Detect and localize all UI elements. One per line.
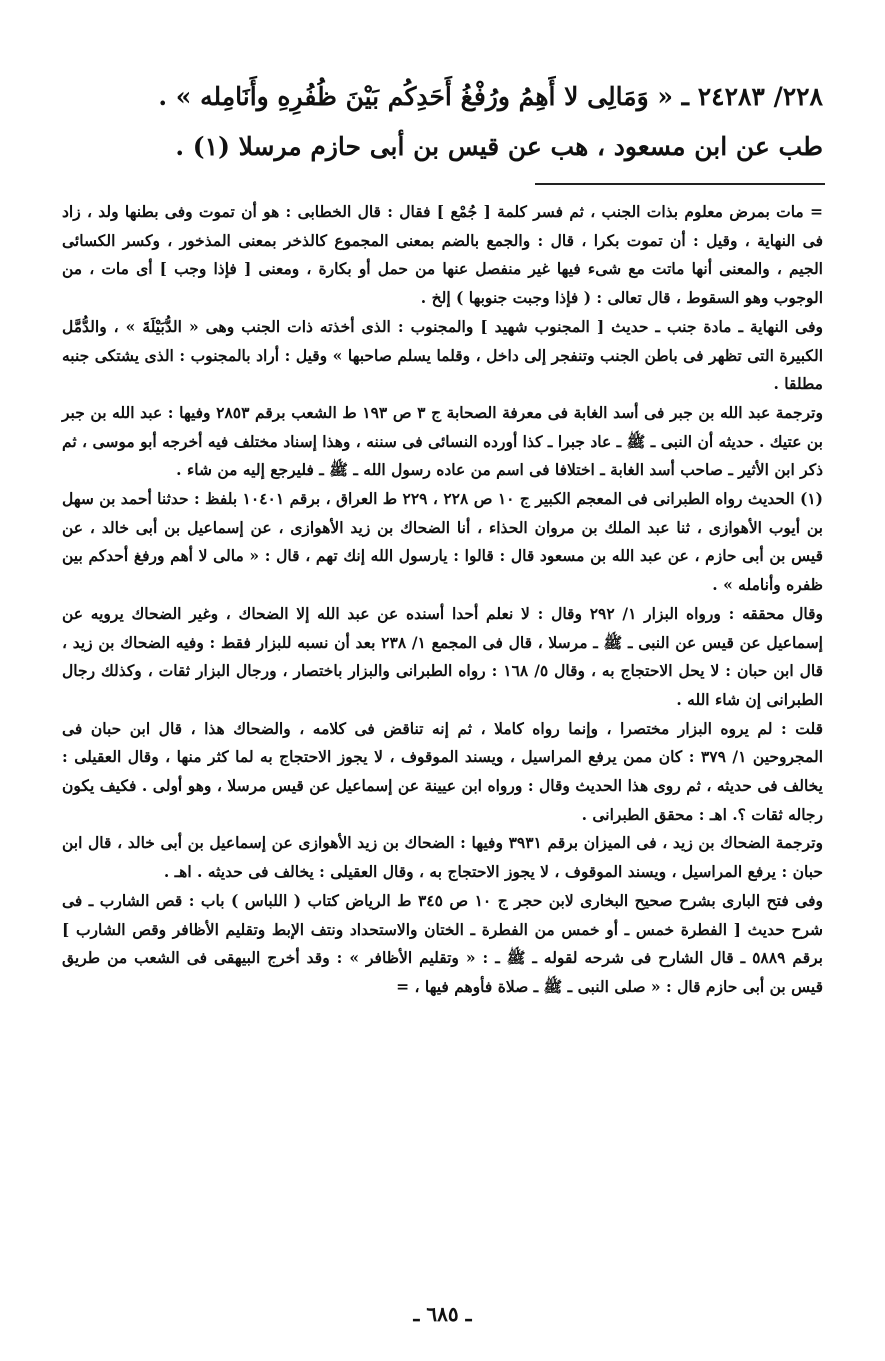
hadith-source: طب عن ابن مسعود ، هب عن قيس بن أبى حازم مرسلا (١) .	[175, 132, 823, 161]
note-paragraph: = مات بمرض معلوم بذات الجنب ، ثم فسر كلمة [ جُمْع ] فقال : قال الخطابى : هو أن تموت وفى بطنها ولد ، زاد فى النهاية ، وقيل : أن تموت بكرا ، قال : والجمع بالضم بمعنى المجموع كالذخر بمعنى المذخور ، وكسر الكسائى الجيم ، والمعنى أنها ماتت مع شىء فيها غير منفصل عنها من حمل أو بكارة ، ومعنى [ فإذا وجب ] أى مات ، من الوجوب وهو السقوط ، قال تعالى : ( فإذا وجبت جنوبها ) إلخ .	[62, 202, 823, 308]
hadith-text: ٢٢٨/ ٢٤٢٨٣ ـ « وَمَالِى لا أَهِمُ ورُفْغُ أَحَدِكُم بَيْنَ ظُفُرِهِ وأَنَامِله » .	[158, 82, 823, 111]
page-number: ـ ٦٨٥ ـ	[413, 1302, 472, 1326]
note-paragraph: قلت : لم يروه البزار مختصرا ، وإنما رواه كاملا ، ثم إنه تناقض فى كلامه ، والضحاك هذا ، قال ابن حبان فى المجروحين ١/ ٣٧٩ : كان ممن يرفع المراسيل ، ويسند الموقوف ، لا يجوز الاحتجاج به لما كثر منها ، وقال العقيلى : يخالف فى حديثه ، ثم روى هذا الحديث وقال : ورواه ابن عيينة عن إسماعيل عن قيس مرسلا ، وهو أولى . فكيف يكون رجاله ثقات ؟. اهـ : محقق الطبرانى .	[62, 718, 823, 824]
footnote-separator	[535, 183, 825, 185]
footnote-1: (١) الحديث رواه الطبرانى فى المعجم الكبير ج ١٠ ص ٢٢٨ ، ٢٢٩ ط العراق ، برقم ١٠٤٠١ بلفظ : حدثنا أحمد بن سهل بن أيوب الأهوازى ، ثنا عبد الملك بن مروان الحذاء ، أنا الضحاك بن زيد الأهوازى ، عن إسماعيل بن أبى خالد ، عن قيس بن أبى حازم ، عن عبد الله بن مسعود قال : قالوا : يارسول الله إنك تهم ، قال : « مالى لا أهم ورفغ أحدكم بين ظفره وأنامله » .	[62, 489, 823, 595]
note-paragraph: وترجمة الضحاك بن زيد ، فى الميزان برقم ٣٩٣١ وفيها : الضحاك بن زيد الأهوازى عن إسماعيل بن أبى خالد ، قال ابن حبان : يرفع المراسيل ، ويسند الموقوف ، لا يجوز الاحتجاج به ، وقال العقيلى : يخالف فى حديثه . اهـ .	[62, 833, 823, 882]
footnotes	[62, 198, 823, 1002]
note-paragraph: وقال محققه : ورواه البزار ١/ ٢٩٢ وقال : لا نعلم أحدا أسنده عن عبد الله إلا الضحاك ، وغير الضحاك يرويه عن إسماعيل عن قيس عن النبى ـ ﷺ ـ مرسلا ، قال فى المجمع ١/ ٢٣٨ بعد أن نسبه للبزار فقط : وفيه الضحاك بن زيد ، قال ابن حبان : لا يحل الاحتجاج به ، وقال ٥/ ١٦٨ : رواه الطبرانى والبزار باختصار ، ورجال البزار ثقات ، وكذلك رجال الطبرانى إن شاء الله .	[62, 603, 824, 709]
hadith-block	[60, 72, 823, 172]
note-paragraph: وفى فتح البارى بشرح صحيح البخارى لابن حجر ج ١٠ ص ٣٤٥ ط الرياض كتاب ( اللباس ) باب : قص الشارب ـ فى شرح حديث [ الفطرة خمس ـ أو خمس من الفطرة ـ الختان والاستحداد ونتف الإبط وتقليم الأظافر وقص الشارب ] برقم ٥٨٨٩ ـ قال الشارح فى شرحه لقوله ـ ﷺ ـ : « وتقليم الأظافر » : وقد أخرج البيهقى فى الشعب من طريق قيس بن أبى حازم قال : « صلى النبى ـ ﷺ ـ صلاة فأوهم فيها ، =	[62, 890, 823, 996]
note-paragraph: وترجمة عبد الله بن جبر فى أسد الغابة فى معرفة الصحابة ج ٣ ص ١٩٣ ط الشعب برقم ٢٨٥٣ وفيها : عبد الله بن جبر بن عتيك . حديثه أن النبى ـ ﷺ ـ عاد جبرا ـ كذا أورده النسائى فى سننه ، وهذا إسناد مختلف فيه أخرجه أبو موسى ، ثم ذكر ابن الأثير ـ صاحب أسد الغابة ـ اختلافا فى اسم من عاده رسول الله ـ ﷺ ـ فليرجع إليه من شاء .	[62, 402, 823, 480]
note-paragraph: وفى النهاية ـ مادة جنب ـ حديث [ المجنوب شهيد ] والمجنوب : الذى أخذته ذات الجنب وهى « الدُّبَيْلَةَ » ، والدُّمَّل الكبيرة التى تظهر فى باطن الجنب وتنفجر إلى داخل ، وقلما يسلم صاحبها » وقيل : أراد بالمجنوب : الذى يشتكى جنبه مطلقا .	[62, 316, 823, 394]
